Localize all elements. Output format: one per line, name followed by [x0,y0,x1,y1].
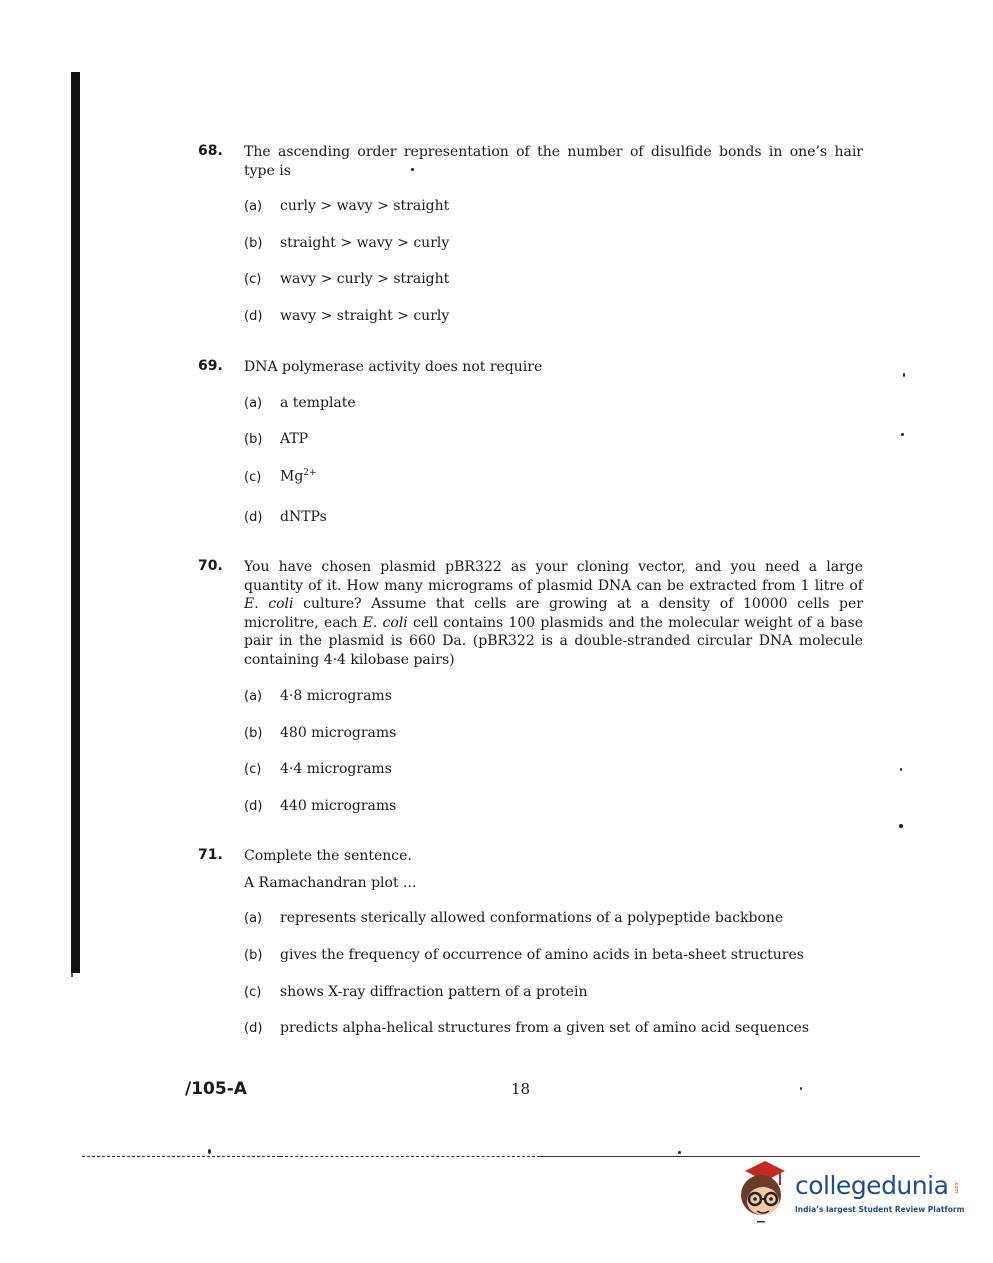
option-c: (c) shows X-ray diffraction pattern of a protein [244,984,588,1000]
question-number: 70. [198,558,223,574]
scan-margin-tick [71,973,73,977]
option-d: (d) predicts alpha-helical structures from a given set of amino acid sequences [244,1020,810,1036]
question-69 [198,358,863,525]
question-68 [198,143,863,324]
logo-wordmark: collegedunia [795,1171,949,1200]
question-text: DNA polymerase activity does not require [244,359,543,375]
scan-speck [800,1087,802,1090]
scan-speck [678,1151,681,1154]
option-c: (c) $Mg^{2+}$ [244,468,317,485]
option-a: (a) curly > wavy > straight [244,198,450,214]
scan-margin-bar [71,72,80,973]
scan-speck [411,168,414,171]
divider-rule [82,1156,280,1157]
scan-speck [903,373,905,377]
option-b: (b) gives the frequency of occurrence of amino acids in beta-sheet structures [244,947,804,963]
option-a: (a) represents sterically allowed conformations of a polypeptide backbone [244,910,784,926]
option-d: (d) dNTPs [244,509,327,525]
option-b: (b) straight > wavy > curly [244,235,450,251]
option-d: (d) 440 micrograms [244,798,397,814]
scan-speck [208,1149,211,1154]
question-70 [198,558,863,814]
question-number: 68. [198,143,223,159]
question-text-line2: A Ramachandran plot ... [244,874,417,891]
option-c: (c) 4·4 micrograms [244,761,392,777]
question-text: You have chosen plasmid pBR322 as your cloning vector, and you need a large quantity of it. How many micrograms of plasmid DNA can be extracted from 1 litre of E. coli culture? Assume that cells are growing at a density of 10000 cells per microlitre, each E. coli cell contains 100 plasmids and the molecular weight of a base pair in the plasmid is 660 Da. (pBR322 is a double-stranded circular DNA molecule containing 4·4 kilobase pairs) [244,559,863,668]
logo-tagline: India’s largest Student Review Platform [795,1205,965,1214]
question-number: 71. [198,847,223,863]
mascot-logo-icon [735,1157,791,1227]
scan-speck [901,433,904,436]
scan-speck [900,768,902,771]
option-a: (a) 4·8 micrograms [244,688,392,704]
collegedunia-logo [735,1157,965,1227]
question-number: 69. [198,358,223,374]
question-71 [198,847,863,1036]
logo-domain: .com [953,1181,959,1194]
question-text: Complete the sentence. [244,848,412,864]
option-b: (b) 480 micrograms [244,725,397,741]
option-b: (b) ATP [244,431,309,447]
question-text: The ascending order representation of the number of disulfide bonds in one’s hair type is [244,144,863,179]
option-d: (d) wavy > straight > curly [244,308,450,324]
divider-rule [280,1156,540,1157]
option-c: (c) wavy > curly > straight [244,271,450,287]
page-number: 18 [511,1080,531,1098]
paper-code: /105-A [185,1079,247,1099]
scan-speck [899,824,903,828]
option-a: (a) a template [244,395,356,411]
